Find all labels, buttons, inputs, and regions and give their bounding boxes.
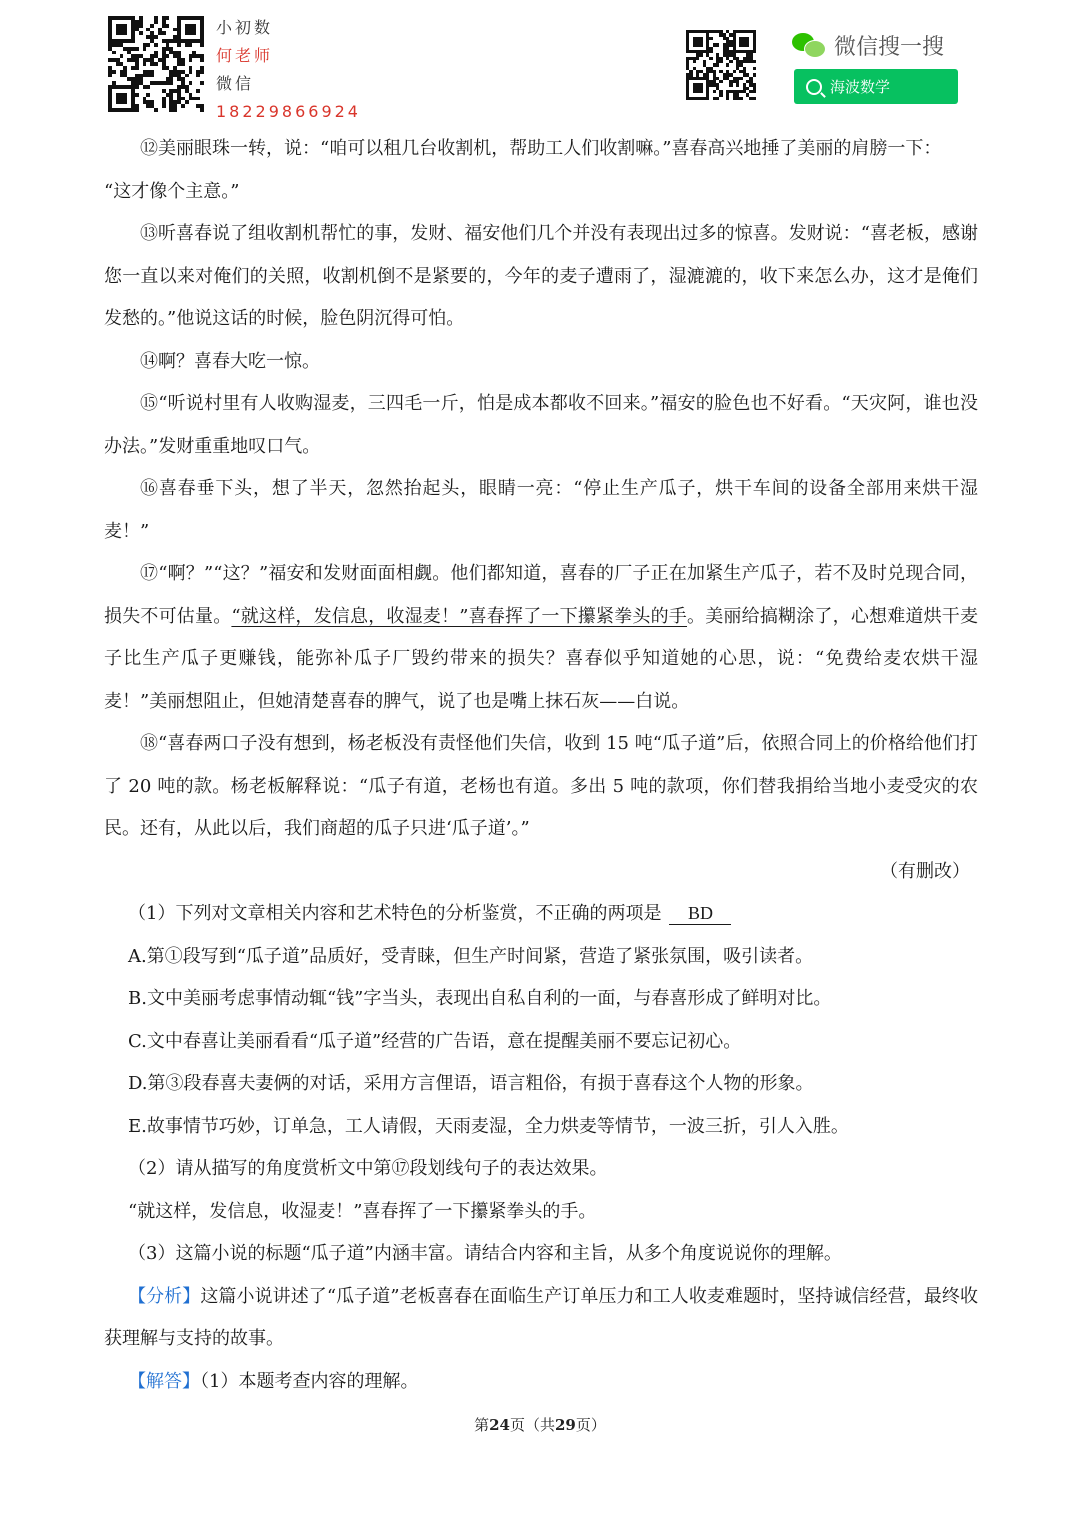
question-1-answer: BD (669, 902, 731, 925)
analysis-paragraph (104, 1276, 978, 1361)
question-2: （2）请从描写的角度赏析文中第⑰段划线句子的表达效果。 (128, 1158, 608, 1179)
analysis-text: 这篇小说讲述了“瓜子道”老板喜春在面临生产订单压力和工人收麦难题时，坚持诚信经营，最终收获理解与支持的故事。 (104, 1285, 979, 1349)
question-1 (104, 893, 978, 936)
paragraph-16: ⑯喜春垂下头，想了半天，忽然抬起头，眼睛一亮：“停止生产瓜子，烘干车间的设备全部用来烘干湿麦！” (104, 478, 978, 542)
paragraph-12-cont: “这才像个主意。” (104, 180, 240, 202)
option-b: B.文中美丽考虑事情动辄“钱”字当头，表现出自私自利的一面，与春喜形成了鲜明对比。 (128, 988, 832, 1009)
option-d: D.第③段春喜夫妻俩的对话，采用方言俚语，语言粗俗，有损于喜春这个人物的形象。 (128, 1073, 814, 1094)
edit-note: （有删改） (880, 860, 970, 882)
paragraph-17-underlined-sentence: “就这样，发信息，收湿麦！”喜春挥了一下攥紧拳头的手 (231, 605, 688, 627)
paragraph-17-start: ⑰“啊？”“这？”福安和发财面面相觑。他们都知道，喜春的厂子正在加紧生产瓜子，若不及时兑现合同，损失不可估量。 (104, 563, 978, 627)
wechat-search-title (792, 28, 972, 62)
option-e: E.故事情节巧妙，订单急，工人请假，天雨麦湿，全力烘麦等情节，一波三折，引人入胜。 (128, 1115, 849, 1137)
wechat-icon (792, 31, 826, 59)
contact-info (216, 14, 361, 126)
paragraph-15: ⑮“听说村里有人收购湿麦，三四毛一斤，怕是成本都收不回来。”福安的脸色也不好看。“天灾阿，谁也没办法。”发财重重地叹口气。 (104, 393, 978, 457)
footer-mid: 页（共 (509, 1416, 555, 1434)
question-3: （3）这篇小说的标题“瓜子道”内涵丰富。请结合内容和主旨，从多个角度说说你的理解。 (128, 1243, 842, 1264)
page-total: 29 (555, 1416, 576, 1434)
question-2-quote: “就这样，发信息，收湿麦！”喜春挥了一下攥紧拳头的手。 (128, 1200, 597, 1222)
solution-text: （1）本题考查内容的理解。 (200, 1370, 419, 1392)
wechat-search-box[interactable] (794, 69, 958, 104)
option-c: C.文中春喜让美丽看看“瓜子道”经营的广告语，意在提醒美丽不要忘记初心。 (128, 1030, 742, 1052)
option-a: A.第①段写到“瓜子道”品质好，受青睐，但生产时间紧，营造了紧张氛围，吸引读者。 (128, 945, 814, 967)
contact-line-1: 小初数 (216, 18, 274, 37)
analysis-tag: 【分析】 (128, 1285, 201, 1307)
solution-tag: 【解答】 (128, 1370, 200, 1392)
search-icon (806, 79, 822, 95)
document-body (104, 128, 978, 1403)
page-footer (0, 1414, 1080, 1435)
paragraph-18: ⑱“喜春两口子没有想到，杨老板没有责怪他们失信，收到 15 吨“瓜子道”后，依照合同上的价格给他们打了 20 吨的款。杨老板解释说：“瓜子有道，老杨也有道。多出 5 吨的款项，你们替我捐给当地小麦受灾的农民。还有，从此以后，我们商超的瓜子只进‘瓜子道’。” (104, 733, 978, 839)
qr-code-right (686, 30, 756, 100)
qr-code-left (108, 16, 204, 112)
contact-line-2: 何老师 (216, 46, 274, 65)
footer-prefix: 第 (474, 1416, 490, 1434)
question-1-text: （1）下列对文章相关内容和艺术特色的分析鉴赏，不正确的两项是 (128, 903, 662, 924)
paragraph-17-end: 。美丽给搞糊涂了，心想难道烘干麦子比生产瓜子更赚钱，能弥补瓜子厂毁约带来的损失？喜春似乎知道她的心思，说：“免费给麦农烘干湿麦！”美丽想阻止，但她清楚喜春的脾气，说了也是嘴上抹石灰——白说。 (104, 605, 979, 712)
contact-phone: 18229866924 (216, 102, 361, 121)
wechat-title-text: 微信搜一搜 (834, 34, 945, 60)
search-label: 海波数学 (830, 78, 891, 96)
paragraph-14: ⑭啊？喜春大吃一惊。 (140, 350, 320, 372)
contact-line-3: 微信 (216, 74, 255, 93)
footer-suffix: 页） (575, 1416, 606, 1434)
solution-paragraph (104, 1361, 978, 1404)
page-number: 24 (489, 1416, 510, 1434)
paragraph-17 (104, 553, 978, 723)
paragraph-13: ⑬听喜春说了组收割机帮忙的事，发财、福安他们几个并没有表现出过多的惊喜。发财说：“喜老板，感谢您一直以来对俺们的关照，收割机倒不是紧要的，今年的麦子遭雨了，湿漉漉的，收下来怎么办，这才是俺们发愁的。”他说这话的时候，脸色阴沉得可怕。 (104, 223, 978, 329)
paragraph-12: ⑫美丽眼珠一转，说：“咱可以租几台收割机，帮助工人们收割嘛。”喜春高兴地捶了美丽的肩膀一下： (140, 138, 942, 159)
